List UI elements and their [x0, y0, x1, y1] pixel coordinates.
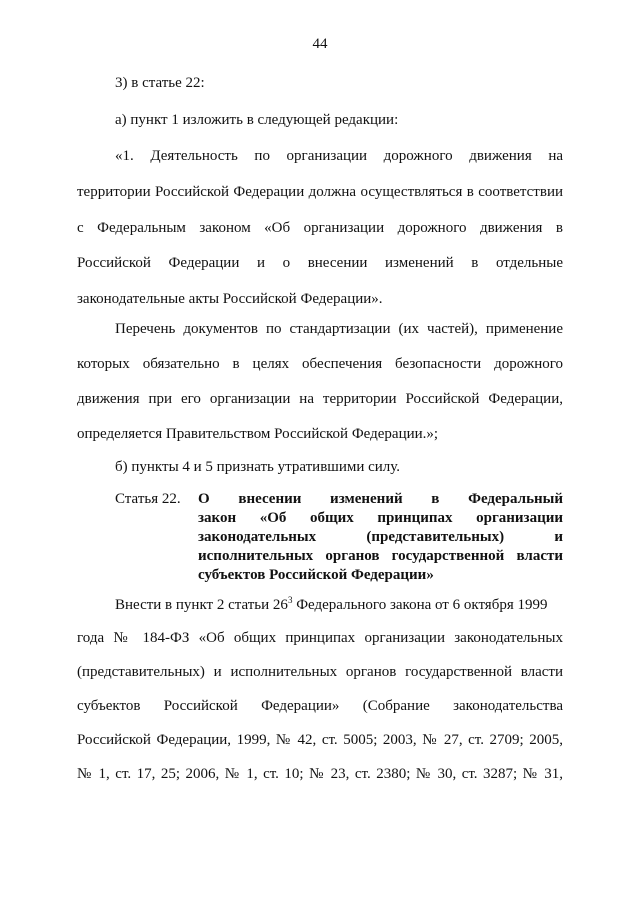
quoted-text-line: движения при его организации на территории Российской Федерации, — [77, 391, 563, 407]
body-text-fragment: Внести в пункт 2 статьи 26 — [115, 597, 288, 613]
body-text-line: Российской Федерации, 1999, № 42, ст. 5005; 2003, № 27, ст. 2709; 2005, — [77, 732, 563, 748]
article-title-line: субъектов Российской Федерации» — [198, 567, 434, 583]
quoted-text-line: «1. Деятельность по организации дорожного движения на — [115, 148, 563, 164]
article-title-line: исполнительных органов государственной власти — [198, 548, 563, 564]
paragraph-subitem-a: а) пункт 1 изложить в следующей редакции: — [115, 112, 399, 128]
body-text-line: субъектов Российской Федерации» (Собрание законодательства — [77, 698, 563, 714]
paragraph-subitem-b: б) пункты 4 и 5 признать утратившими силу. — [115, 459, 401, 475]
quoted-text-line: Российской Федерации и о внесении изменений в отдельные — [77, 255, 563, 271]
page-number: 44 — [312, 36, 328, 52]
body-text-line — [115, 596, 563, 614]
quoted-text-line: которых обязательно в целях обеспечения безопасности дорожного — [77, 356, 563, 372]
quoted-text-line: определяется Правительством Российской Федерации.»; — [77, 426, 439, 442]
article-title-line: законодательных (представительных) и — [198, 529, 563, 545]
superscript: 3 — [287, 595, 293, 605]
article-title-line: закон «Об общих принципах организации — [198, 510, 563, 526]
body-text-line: № 1, ст. 17, 25; 2006, № 1, ст. 10; № 23, ст. 2380; № 30, ст. 3287; № 31, — [77, 766, 563, 782]
article-title-line: О внесении изменений в Федеральный — [198, 491, 563, 507]
body-text-line: (представительных) и исполнительных органов государственной власти — [77, 664, 563, 680]
paragraph-item-3: 3) в статье 22: — [115, 75, 205, 91]
quoted-text-line: с Федеральным законом «Об организации дорожного движения в — [77, 220, 563, 236]
quoted-text-line: территории Российской Федерации должна осуществляться в соответствии — [77, 184, 563, 200]
article-title — [198, 490, 563, 585]
body-text-fragment: Федерального закона от 6 октября 1999 — [292, 597, 548, 613]
quoted-text-line: Перечень документов по стандартизации (их частей), применение — [115, 321, 563, 337]
article-label: Статья 22. — [115, 491, 181, 507]
quoted-text-line: законодательные акты Российской Федерации». — [77, 291, 383, 307]
body-text-line: года № 184-ФЗ «Об общих принципах организации законодательных — [77, 630, 563, 646]
